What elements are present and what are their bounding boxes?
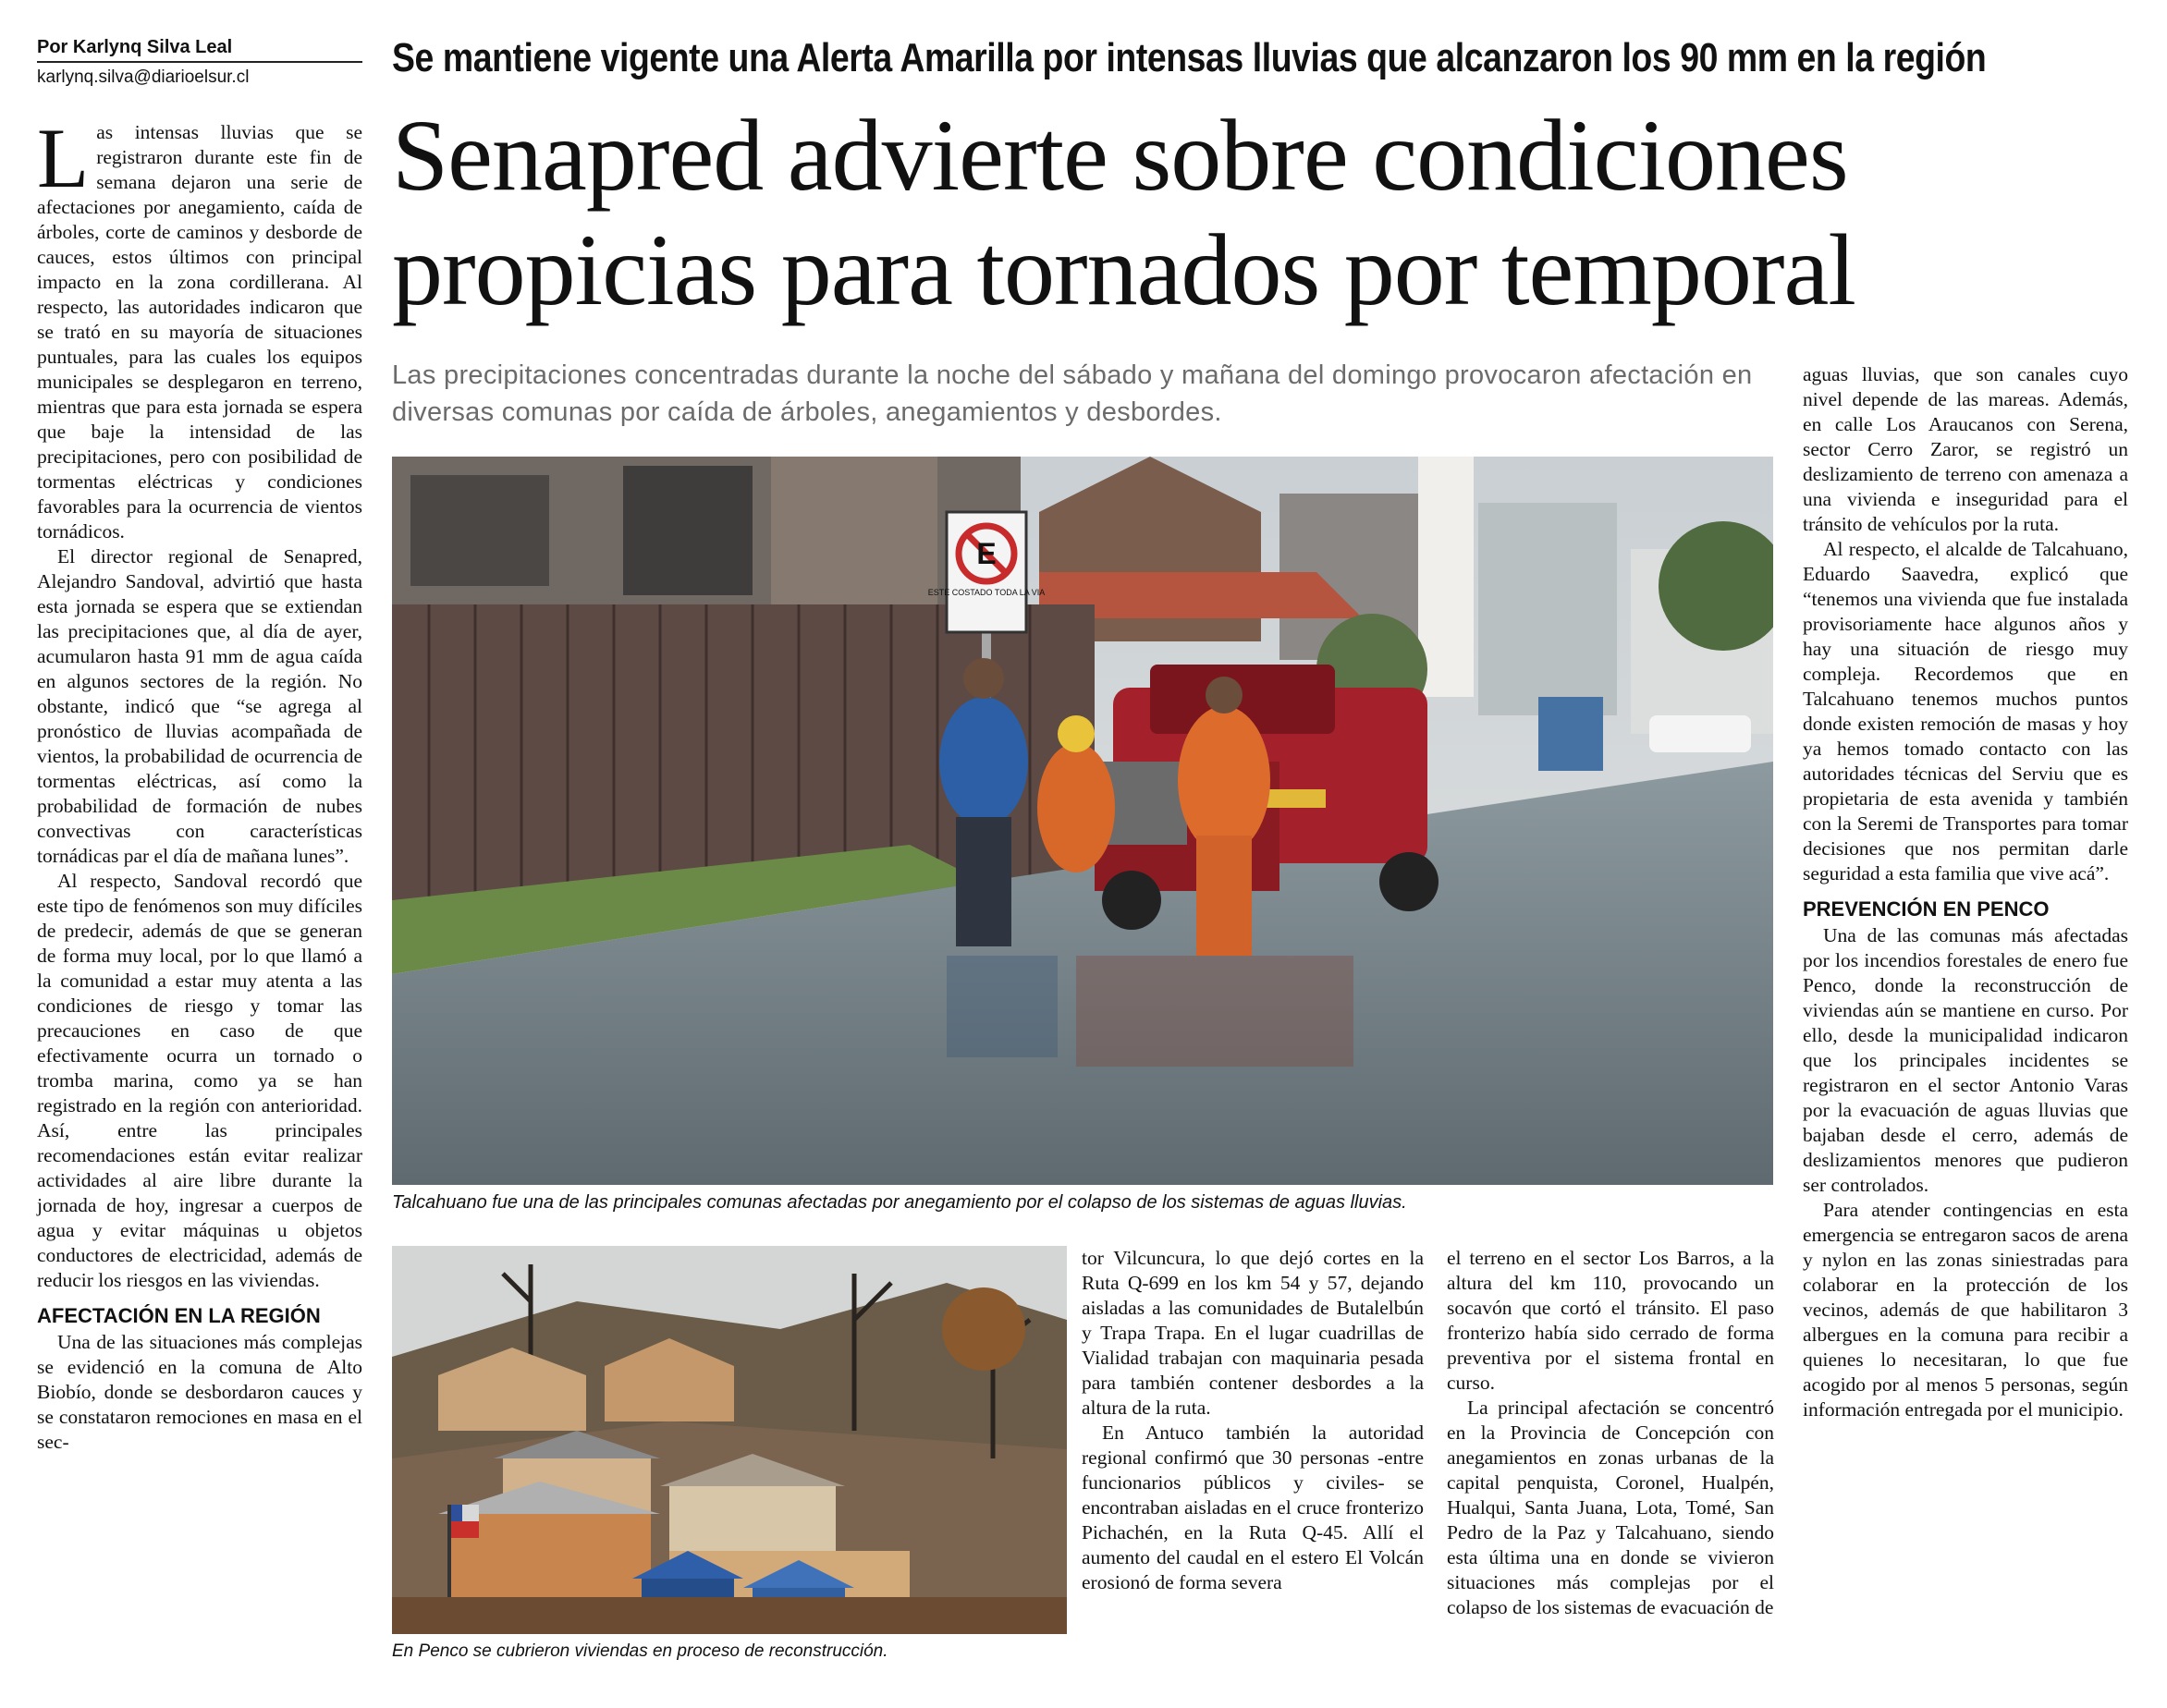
article-column-2: [1082, 1246, 1424, 1595]
paragraph: En Antuco también la autoridad regional confirmó que 30 personas -entre funcionarios públicos y civiles- se encontraban aisladas en el cruce fronterizo Pichachén, en la Ruta Q-45. Allí el aumento del caudal en el estero El Volcán erosionó de forma severa: [1082, 1421, 1424, 1593]
photo-flooded-street: [392, 457, 1773, 1185]
byline-author: Por Karlynq Silva Leal: [37, 37, 233, 57]
paragraph: [37, 111, 362, 544]
paragraph: Al respecto, el alcalde de Talcahuano, Eduardo Saavedra, explicó que “tenemos una vivienda que fue instalada provisoriamente hace algunos años y hay una situación de riesgo muy compleja. Recordemos que en Talcahuano tenemos muchos puntos donde existen remoción de masas y hoy ya hemos tomado contacto con las autoridades técnicas del Serviu que es propietaria de esta avenida y también con la Seremi de Transportes para tomar decisiones que nos permitan darle seguridad a esta familia que vive acá”.: [1803, 538, 2128, 884]
paragraph: Para atender contingencias en esta emergencia se entregaron sacos de arena y nylon en las zonas siniestradas para colaborar en la protección de los vecinos, además de que habilitaron 3 albergues en la comuna para recibir a quienes lo necesitaran, lo que fue acogido por al menos 5 personas, según información entregada por el municipio.: [1803, 1199, 2128, 1421]
byline-email: karlynq.silva@diarioelsur.cl: [37, 67, 250, 87]
byline-divider: [37, 61, 362, 63]
photo-caption-talcahuano: Talcahuano fue una de las principales comunas afectadas por anegamiento por el colapso de los sistemas de aguas lluvias.: [392, 1192, 1407, 1213]
article-column-4: [1803, 362, 2128, 1422]
paragraph: Una de las situaciones más complejas se evidenció en la comuna de Alto Biobío, donde se desbordaron cauces y se constataron remociones en masa en el sec-: [37, 1331, 362, 1453]
section-heading: PREVENCIÓN EN PENCO: [1803, 897, 2050, 921]
photo-penco-houses: [392, 1246, 1067, 1634]
paragraph: Una de las comunas más afectadas por los incendios forestales de enero fue Penco, donde la reconstrucción de viviendas aún se mantiene en curso. Por ello, desde la municipalidad indicaron que los principales incidentes se registraron en el sector Antonio Varas por la evacuación de aguas lluvias que bajaban desde el cerro, además de deslizamientos menores que pudieron ser controlados.: [1803, 924, 2128, 1196]
paragraph: El director regional de Senapred, Alejandro Sandoval, advirtió que hasta esta jornada se espera que se extiendan las precipitaciones que, al día de ayer, acumularon hasta 91 mm de agua caída en algunos sectores de la región. No obstante, indicó que “se agrega al pronóstico de lluvias acompañada de vientos, la probabilidad de ocurrencia de tormentas eléctricas, así como la probabilidad de formación de nubes convectivas con características tornádicas par el día de mañana lunes”.: [37, 545, 362, 867]
section-heading: AFECTACIÓN EN LA REGIÓN: [37, 1304, 321, 1327]
drop-cap: L: [37, 111, 90, 205]
paragraph: aguas lluvias, que son canales cuyo nivel depende de las mareas. Además, en calle Los Araucanos con Serena, sector Cerro Zaror, se registró un deslizamiento de terreno con amenaza a una vivienda e inseguridad para el tránsito de vehículos por la ruta.: [1803, 363, 2128, 535]
main-headline: Senapred advierte sobre condiciones propicias para tornados por temporal: [392, 99, 1855, 326]
penco-scene-illustration: [392, 1246, 1067, 1634]
subheadline: Las precipitaciones concentradas durante la noche del sábado y mañana del domingo provocaron afectación en diversas comunas por caída de árboles, anegamientos y desbordes.: [392, 360, 1753, 427]
kicker-headline: Se mantiene vigente una Alerta Amarilla por intensas lluvias que alcanzaron los 90 mm en la región: [392, 35, 1987, 80]
photo-caption-penco: En Penco se cubrieron viviendas en proceso de reconstrucción.: [392, 1641, 888, 1661]
svg-text:E: E: [976, 537, 997, 570]
article-column-1: [37, 111, 362, 1455]
sign-text: ESTE COSTADO TODA LA VIA: [927, 588, 1046, 597]
paragraph: el terreno en el sector Los Barros, a la altura del km 110, provocando un socavón que cortó el tránsito. El paso fronterizo había sido cerrado de forma preventiva por el sistema frontal en curso.: [1447, 1247, 1774, 1394]
paragraph: La principal afectación se concentró en la Provincia de Concepción con anegamientos en zonas urbanas de la capital penquista, Coronel, Hualpén, Hualqui, Santa Juana, Lota, Tomé, San Pedro de la Paz y Talcahuano, siendo esta última una en donde se vivieron situaciones más complejas por el colapso de los sistemas de evacuación de: [1447, 1397, 1774, 1618]
paragraph-text: as intensas lluvias que se registraron durante este fin de semana dejaron una serie de afectaciones por anegamiento, caída de árboles, corte de caminos y desborde de cauces, estos últimos con principal impacto en la zona cordillerana. Al respecto, las autoridades indicaron que se trató en su mayoría de situaciones puntuales, para las cuales los equipos municipales se desplegaron en terreno, mientras que para esta jornada se espera que baje la intensidad de las precipitaciones, pero con posibilidad de tormentas eléctricas y condiciones favorables para la ocurrencia de vientos tornádicos.: [37, 121, 362, 543]
paragraph: tor Vilcuncura, lo que dejó cortes en la Ruta Q-699 en los km 54 y 57, dejando aisladas a las comunidades de Butalelbún y Trapa Trapa. En el lugar cuadrillas de Vialidad trabajan con maquinaria pesada para también contener desbordes a la altura de la ruta.: [1082, 1247, 1424, 1419]
flood-scene-illustration: [392, 457, 1773, 1185]
paragraph: Al respecto, Sandoval recordó que este tipo de fenómenos son muy difíciles de predecir, además de que se generan de forma muy local, por lo que llamó a la comunidad a estar muy atenta a las condiciones de riesgo y tomar las precauciones en caso de que efectivamente ocurra un tornado o tromba marina, como ya se han registrado en la región con anterioridad. Así, entre las principales recomendaciones están evitar realizar actividades al aire libre durante la jornada de hoy, ingresar a cuerpos de agua y evitar máquinas u objetos conductores de electricidad, además de reducir los riesgos en las viviendas.: [37, 870, 362, 1291]
article-column-3: [1447, 1246, 1774, 1620]
